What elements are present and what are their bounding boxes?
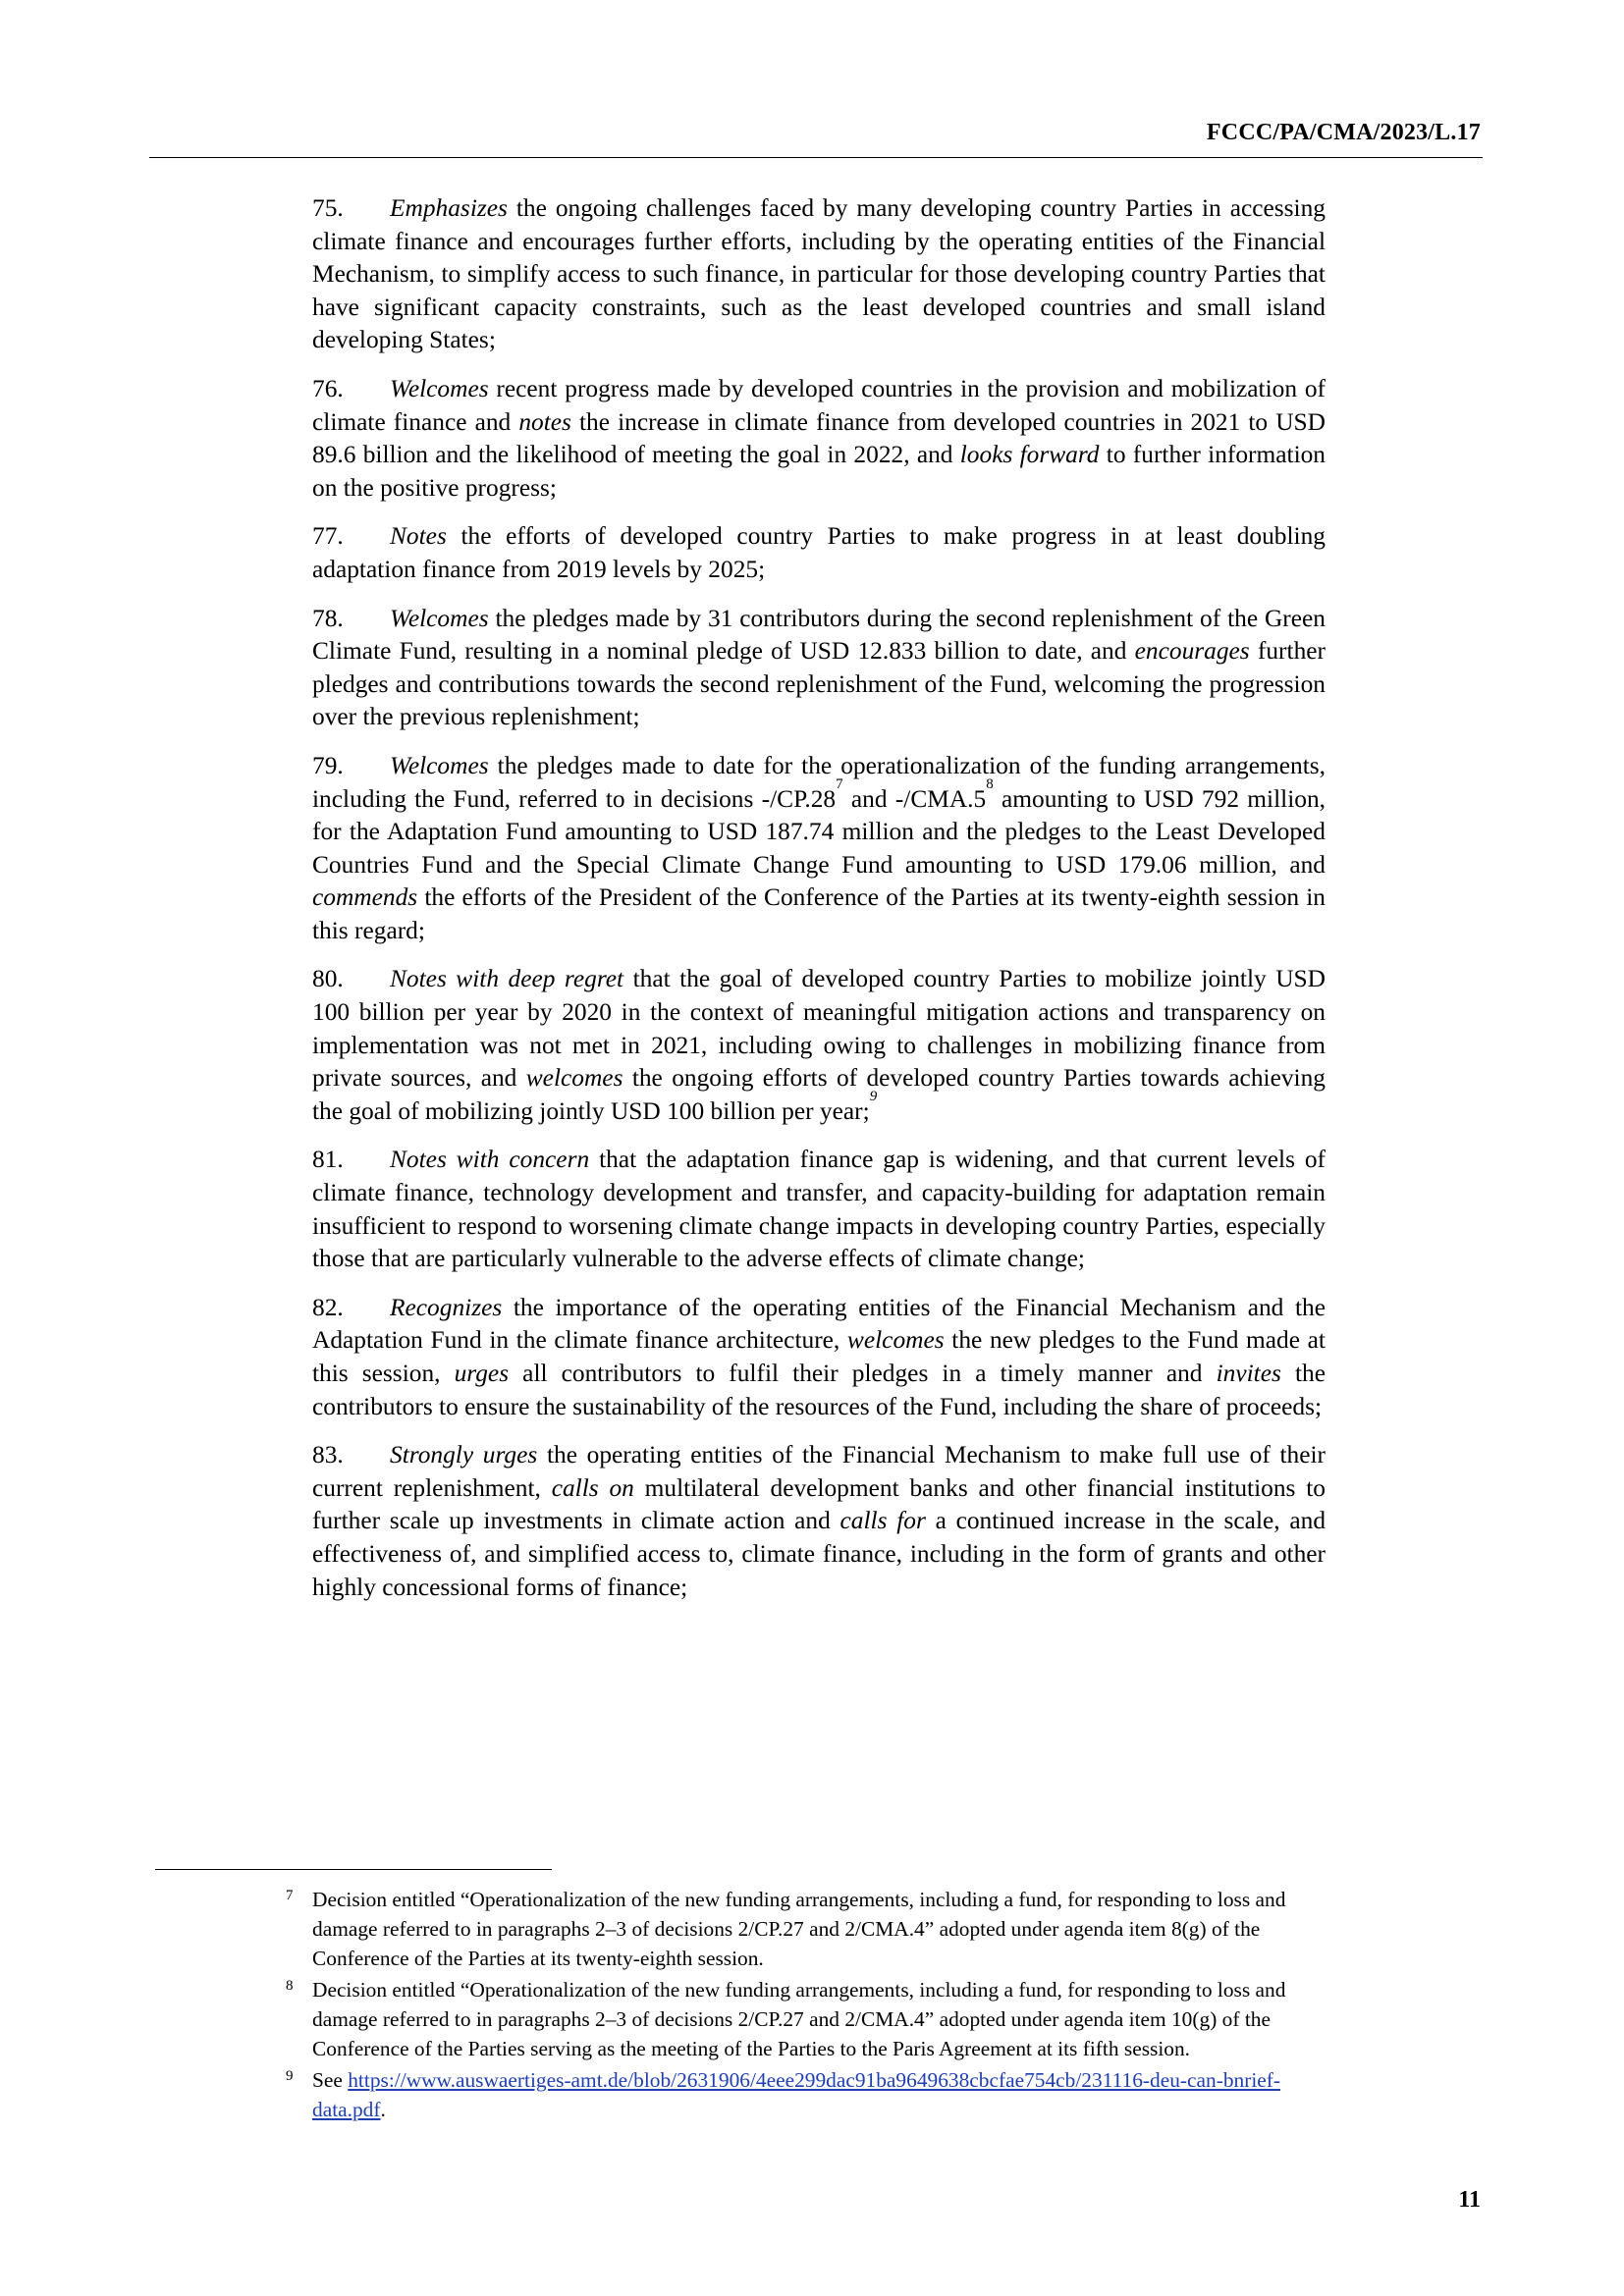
footnote-mark: 9	[286, 2068, 294, 2084]
paragraph-text: the pledges made to date for the operationalization of the funding arrangements, including the Fund, referred to in decisions -/CP.28	[312, 751, 1326, 813]
footnote-reference[interactable]: 7	[836, 776, 843, 793]
paragraph-text: to further information on the positive progress;	[312, 441, 1326, 502]
operative-verb: Notes with concern	[390, 1146, 590, 1174]
paragraph-text: the ongoing efforts of developed country Parties towards achieving the goal of mobilizing jointly USD 100 billion per year;	[312, 1064, 1326, 1125]
paragraph-text: all contributors to fulfil their pledges in a timely manner and	[509, 1360, 1217, 1387]
operative-verb: Strongly urges	[390, 1441, 538, 1469]
paragraph-text: recent progress made by developed countries in the provision and mobilization of climate finance and	[312, 374, 1326, 436]
emphasis-text: encourages	[1134, 637, 1250, 666]
operative-verb: Recognizes	[390, 1293, 503, 1321]
paragraph-text: that the goal of developed country Parties to mobilize jointly USD 100 billion per year by 2020 in the context of meaningful mitigation actions and transparency on implementation was not met in 2021, including owing to challenges in mobilizing finance from private sources, and	[312, 965, 1326, 1093]
page-number: 11	[1458, 2187, 1481, 2213]
paragraph-80	[312, 963, 1326, 1128]
emphasis-text: calls on	[551, 1473, 634, 1502]
emphasis-text: welcomes	[525, 1064, 623, 1093]
document-symbol: FCCC/PA/CMA/2023/L.17	[1206, 120, 1481, 145]
paragraph-76	[312, 373, 1326, 505]
emphasis-text: calls for	[839, 1507, 926, 1535]
operative-verb: Welcomes	[390, 604, 489, 632]
paragraph-number: 82.	[312, 1293, 344, 1321]
paragraph-number: 76.	[312, 374, 344, 402]
footnote-8	[286, 1975, 1333, 2063]
paragraph-text: the contributors to ensure the sustainability of the resources of the Fund, including the share of proceeds;	[312, 1360, 1326, 1420]
paragraph-number: 80.	[312, 965, 344, 993]
footnote-7	[286, 1885, 1333, 1973]
footnote-reference[interactable]: 9	[869, 1089, 878, 1105]
operative-verb: Emphasizes	[390, 194, 508, 222]
source-link[interactable]: https://www.auswaertiges-amt.de/blob/2631906/4eee299dac91ba9649638cbcfae754cb/231116-deu-can-bnrief-data.pdf	[312, 2068, 1281, 2121]
paragraph-number: 78.	[312, 604, 344, 632]
footnote-separator	[155, 1869, 552, 1870]
footnote-text: See	[312, 2068, 349, 2092]
footnote-9	[286, 2065, 1333, 2124]
operative-verb: Notes	[390, 522, 447, 551]
paragraph-number: 83.	[312, 1441, 344, 1469]
document-body	[312, 192, 1326, 1620]
footnote-text: Decision entitled “Operationalization of the new funding arrangements, including a fund, for responding to loss and damage referred to in paragraphs 2–3 of decisions 2/CP.27 and 2/CMA.4” adopted under agenda item 10(g) of the Conference of the Parties serving as the meeting of the Parties to the Paris Agreement at its fifth session.	[312, 1978, 1286, 2060]
paragraph-text: the increase in climate finance from developed countries in 2021 to USD 89.6 billion and the likelihood of meeting the goal in 2022, and	[312, 407, 1326, 469]
paragraph-text: the ongoing challenges faced by many developing country Parties in accessing climate finance and encourages further efforts, including by the operating entities of the Financial Mechanism, to simplify access to such finance, in particular for those developing country Parties that have significant capacity constraints, such as the least developed countries and small island developing States;	[312, 194, 1326, 354]
emphasis-text: notes	[518, 407, 571, 436]
paragraph-79	[312, 750, 1326, 948]
paragraph-number: 79.	[312, 751, 344, 779]
paragraph-number: 81.	[312, 1146, 344, 1174]
paragraph-82	[312, 1292, 1326, 1423]
paragraph-78	[312, 603, 1326, 734]
paragraph-text: that the adaptation finance gap is widening, and that current levels of climate finance, technology development and transfer, and capacity-building for adaptation remain insufficient to respond to worsening climate change impacts in developing country Parties, especially those that are particularly vulnerable to the adverse effects of climate change;	[312, 1146, 1326, 1273]
paragraph-text: and -/CMA.5	[842, 784, 987, 813]
footnote-reference[interactable]: 8	[986, 776, 994, 793]
paragraph-text: the operating entities of the Financial Mechanism to make full use of their current replenishment,	[312, 1441, 1326, 1502]
operative-verb: Welcomes	[390, 374, 489, 402]
footnotes	[286, 1885, 1333, 2126]
emphasis-text: commends	[312, 883, 418, 912]
paragraph-text: the new pledges to the Fund made at this session,	[312, 1326, 1326, 1387]
paragraph-75	[312, 192, 1326, 357]
header-rule	[149, 157, 1483, 158]
paragraph-number: 77.	[312, 522, 344, 551]
paragraph-text: the importance of the operating entities of the Financial Mechanism and the Adaptation Fund in the climate finance architecture,	[312, 1293, 1326, 1355]
paragraph-text: the pledges made by 31 contributors during the second replenishment of the Green Climate Fund, resulting in a nominal pledge of USD 12.833 billion to date, and	[312, 604, 1326, 666]
footnote-text: .	[380, 2098, 386, 2121]
paragraph-text: a continued increase in the scale, and effectiveness of, and simplified access to, climate finance, including in the form of grants and other highly concessional forms of finance;	[312, 1507, 1326, 1601]
paragraph-83	[312, 1439, 1326, 1604]
footnote-text: Decision entitled “Operationalization of the new funding arrangements, including a fund, for responding to loss and damage referred to in paragraphs 2–3 of decisions 2/CP.27 and 2/CMA.4” adopted under agenda item 8(g) of the Conference of the Parties at its twenty-eighth session.	[312, 1888, 1286, 1970]
paragraph-77	[312, 520, 1326, 586]
paragraph-text: further pledges and contributions towards the second replenishment of the Fund, welcoming the progression over the previous replenishment;	[312, 637, 1326, 731]
emphasis-text: urges	[454, 1360, 510, 1387]
emphasis-text: invites	[1216, 1360, 1281, 1387]
paragraph-81	[312, 1144, 1326, 1275]
operative-verb: Notes with deep regret	[390, 965, 624, 993]
paragraph-text: amounting to USD 792 million, for the Adaptation Fund amounting to USD 187.74 million and the pledges to the Least Developed Countries Fund and the Special Climate Change Fund amounting to USD 179.06 million, and	[312, 784, 1326, 879]
paragraph-text: the efforts of the President of the Conference of the Parties at its twenty-eighth session in this regard;	[312, 883, 1326, 944]
footnote-mark: 8	[286, 1978, 294, 1994]
footnote-mark: 7	[286, 1888, 294, 1903]
paragraph-number: 75.	[312, 194, 344, 222]
emphasis-text: looks forward	[959, 441, 1100, 469]
emphasis-text: welcomes	[846, 1326, 945, 1355]
operative-verb: Welcomes	[390, 751, 489, 779]
paragraph-text: multilateral development banks and other financial institutions to further scale up investments in climate action and	[312, 1473, 1326, 1535]
paragraph-text: the efforts of developed country Parties to make progress in at least doubling adaptation finance from 2019 levels by 2025;	[312, 522, 1326, 583]
